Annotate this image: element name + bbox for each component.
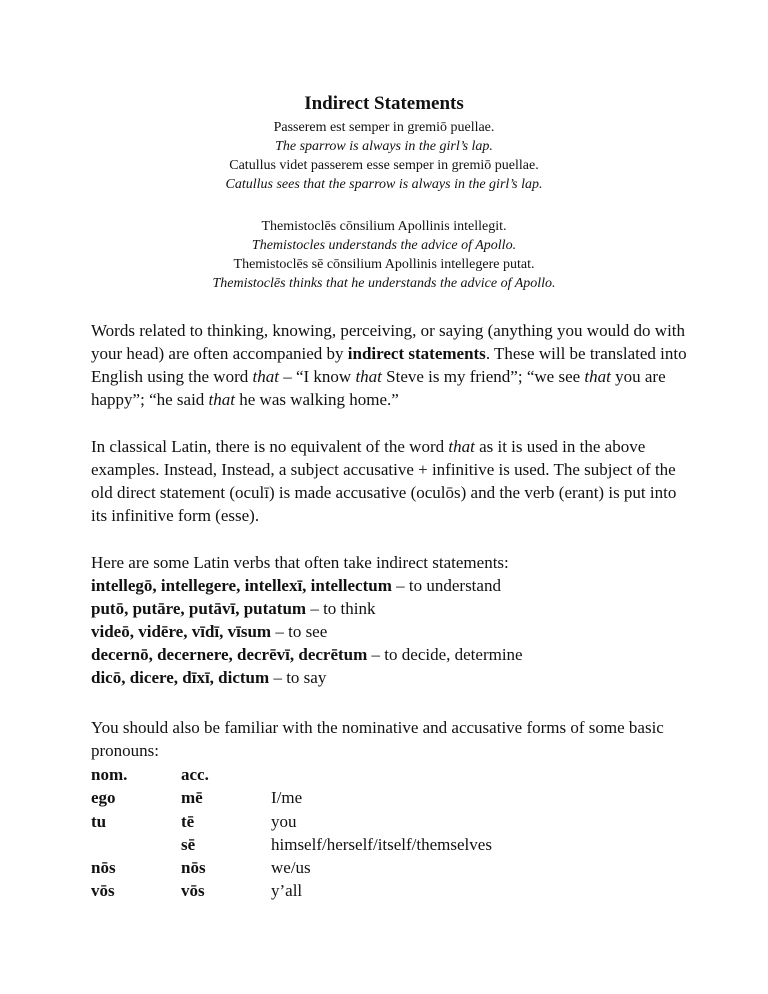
- verb-item: [91, 666, 691, 689]
- bold-term: indirect statements: [347, 344, 486, 363]
- text-span: . These will be translated into English using the word: [91, 344, 687, 386]
- text-span: as it is used in the above examples. Instead, Instead, a subject accusative + infinitive is used. The subject of the old direct statement (oculī) is made accusative (oculōs) and the verb (erant) is put into its infinitive form (esse).: [91, 437, 677, 525]
- text-span: Steve is my friend”; “we see: [381, 367, 585, 386]
- example-translation: Themistoclēs thinks that he understands the advice of Apollo.: [212, 276, 556, 291]
- verb-item: [91, 574, 691, 597]
- example-line: Catullus videt passerem esse semper in gremiō puellae.: [229, 158, 539, 173]
- italic-word: that: [584, 367, 611, 386]
- pronoun-nom: tu: [91, 811, 107, 831]
- text-span: Words related to thinking, knowing, perceiving, or saying (anything you would do with your head) are often accompanied by: [91, 321, 686, 363]
- pronouns-intro: You should also be familiar with the nominative and accusative forms of some basic pronouns:: [91, 718, 664, 760]
- verb-meaning: – to understand: [391, 576, 501, 595]
- pronoun-meaning: y’all: [271, 881, 303, 901]
- text-span: you are happy”; “he said: [91, 367, 666, 409]
- example-block-1: [0, 118, 768, 194]
- example-translation: Themistocles understands the advice of Apollo.: [251, 238, 517, 253]
- pronoun-meaning: we/us: [271, 858, 311, 878]
- verb-item: [91, 597, 691, 620]
- verb-item: [91, 620, 691, 643]
- pronoun-meaning: I/me: [271, 788, 303, 808]
- page-title: Indirect Statements: [304, 93, 464, 114]
- example-line: Themistoclēs sē cōnsilium Apollinis intellegere putat.: [233, 257, 535, 272]
- verb-forms: dicō, dicere, dīxī, dictum: [91, 668, 270, 687]
- pronoun-nom: nōs: [91, 858, 116, 878]
- example-line: Passerem est semper in gremiō puellae.: [273, 120, 495, 135]
- text-span: In classical Latin, there is no equivalent of the word: [91, 437, 449, 456]
- verb-list-intro: Here are some Latin verbs that often take indirect statements:: [91, 553, 509, 572]
- pronoun-nom: ego: [91, 788, 116, 808]
- italic-word: that: [355, 367, 382, 386]
- header-nom: nom.: [91, 765, 128, 784]
- verb-item: [91, 643, 691, 666]
- verb-forms: putō, putāre, putāvī, putatum: [91, 599, 307, 618]
- pronoun-meaning: himself/herself/itself/themselves: [271, 834, 492, 854]
- verb-forms: videō, vidēre, vīdī, vīsum: [91, 622, 272, 641]
- explanation-paragraph: [91, 435, 691, 527]
- verb-meaning: – to decide, determine: [367, 645, 523, 664]
- italic-word: that: [252, 367, 279, 386]
- pronoun-nom: vōs: [91, 881, 115, 901]
- italic-word: that: [208, 390, 235, 409]
- text-span: – “I know: [278, 367, 356, 386]
- example-block-2: [0, 217, 768, 293]
- pronoun-meaning: you: [271, 811, 297, 831]
- pronoun-acc: sē: [181, 834, 196, 854]
- header-acc: acc.: [181, 765, 209, 784]
- pronoun-acc: nōs: [181, 858, 206, 878]
- example-translation: Catullus sees that the sparrow is always in the girl’s lap.: [225, 177, 543, 192]
- verb-list: [91, 551, 691, 689]
- pronoun-acc: tē: [181, 811, 195, 831]
- verb-forms: decernō, decernere, decrēvī, decrētum: [91, 645, 368, 664]
- verb-forms: intellegō, intellegere, intellexī, intellectum: [91, 576, 392, 595]
- italic-word: that: [448, 437, 475, 456]
- intro-paragraph: [91, 319, 691, 411]
- verb-meaning: – to see: [271, 622, 328, 641]
- verb-meaning: – to say: [269, 668, 327, 687]
- pronoun-acc: mē: [181, 788, 203, 808]
- example-translation: The sparrow is always in the girl’s lap.: [275, 139, 493, 154]
- pronoun-acc: vōs: [181, 881, 205, 901]
- verb-meaning: – to think: [306, 599, 376, 618]
- example-line: Themistoclēs cōnsilium Apollinis intellegit.: [261, 219, 507, 234]
- text-span: he was walking home.”: [235, 390, 399, 409]
